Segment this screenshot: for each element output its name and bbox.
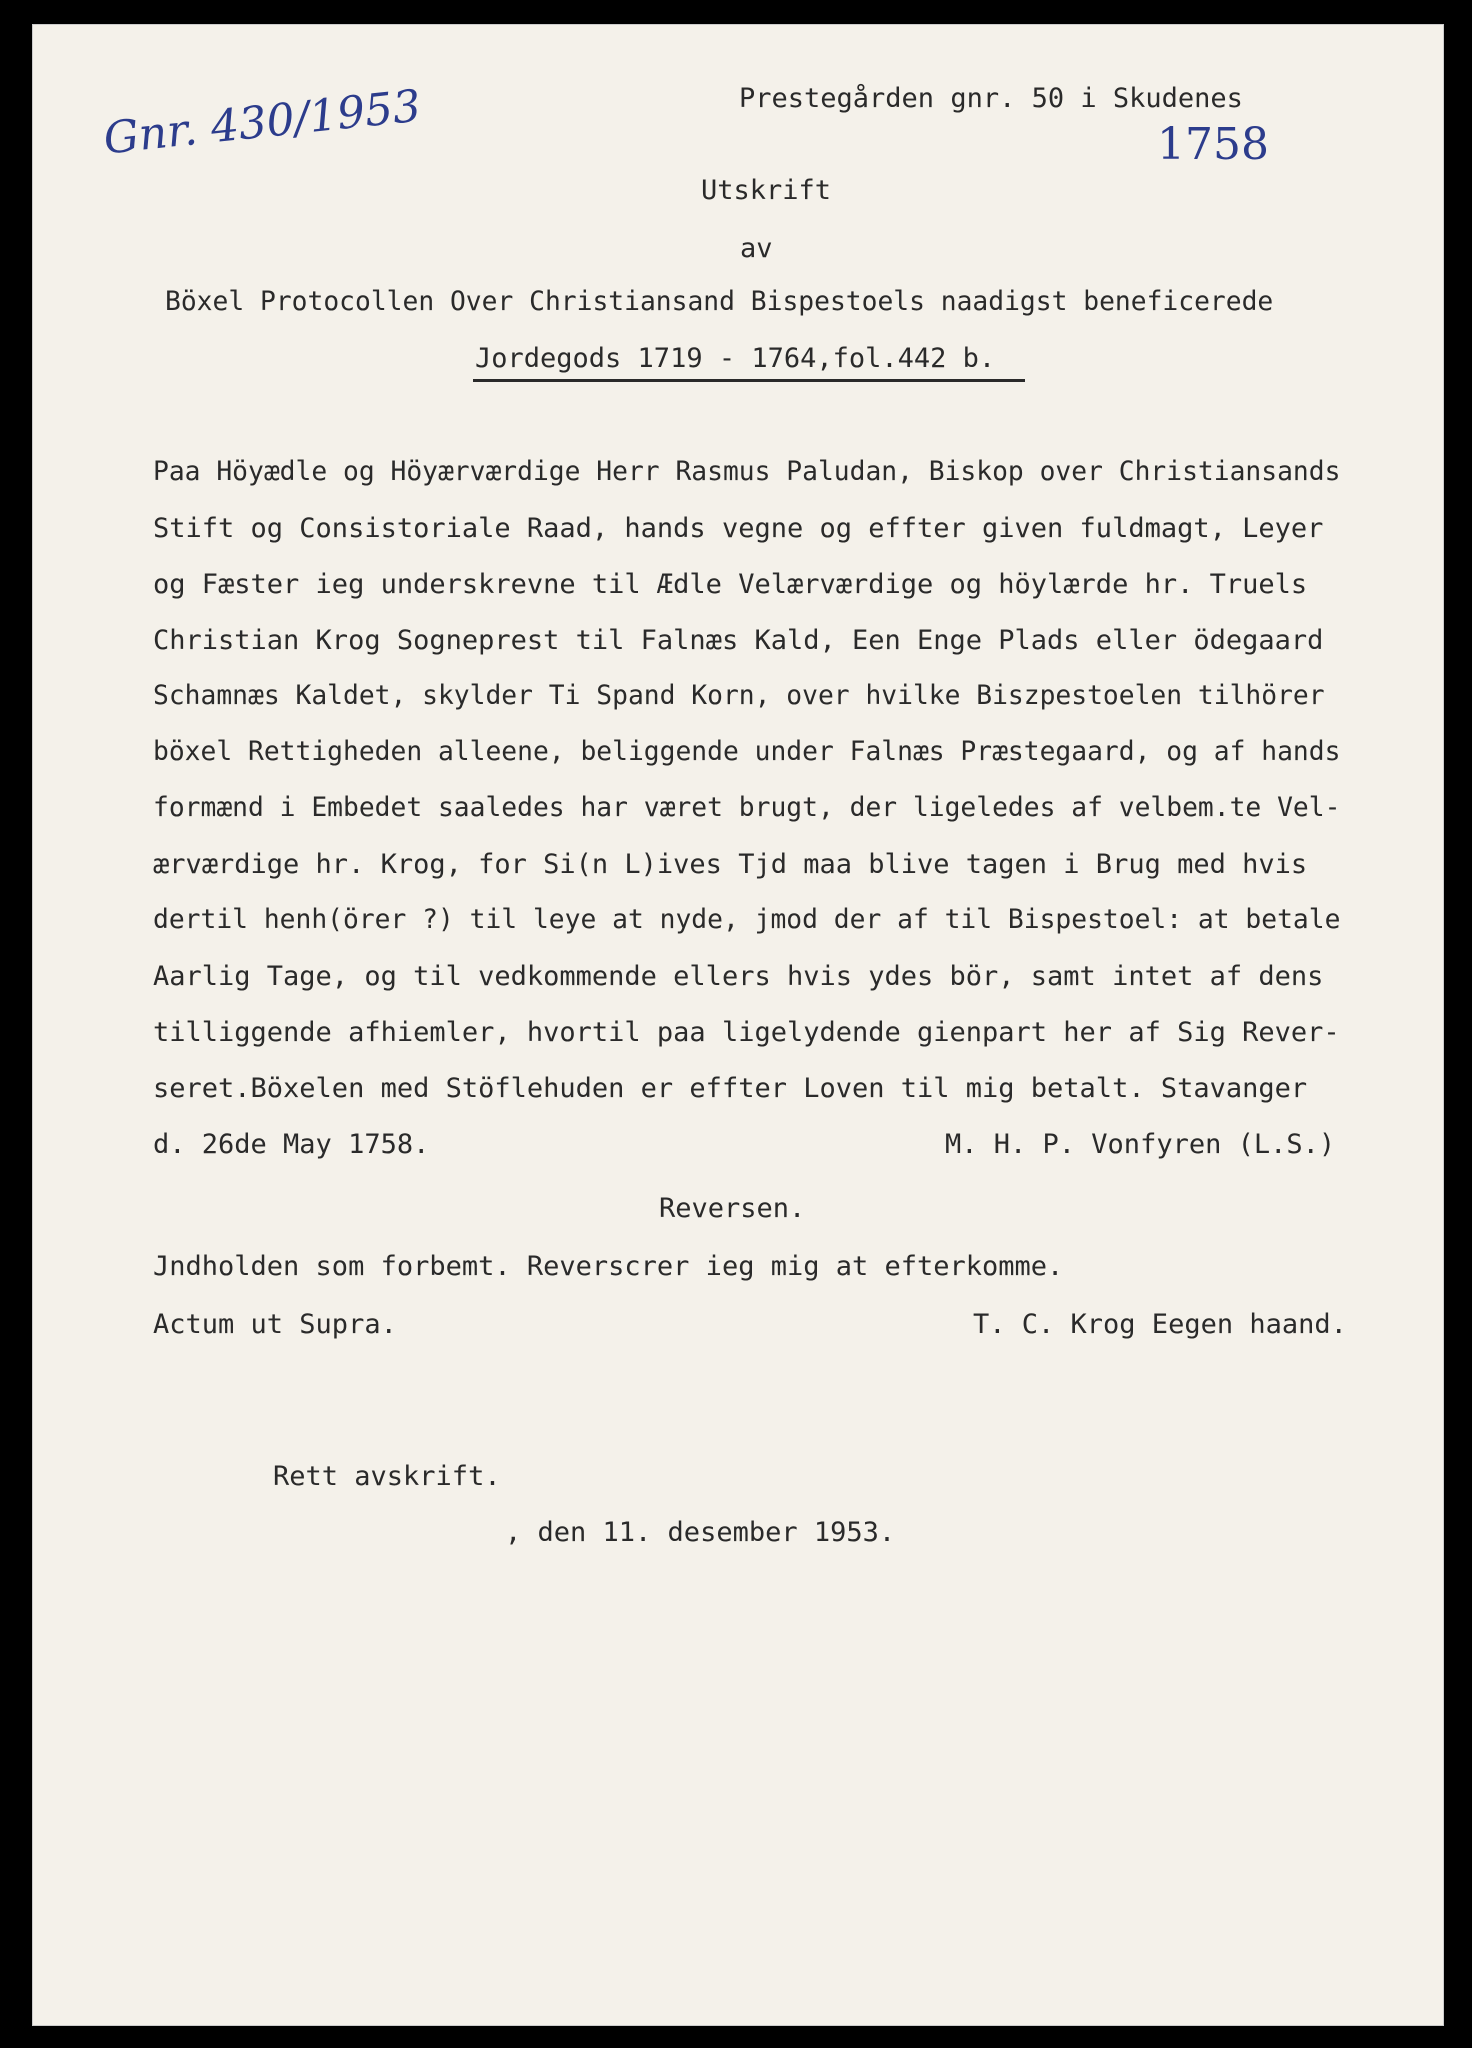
reversal-text: Jndholden som forbemt. Reverscrer ieg mig at efterkomme. [153,1251,1064,1282]
title-av: av [740,233,773,264]
title-protocol: Böxel Protocollen Over Christiansand Bispestoels naadigst beneficerede [165,287,1274,317]
certification-date: , den 11. desember 1953. [505,1517,896,1548]
letter-signature: M. H. P. Vonfyren (L.S.) [945,1129,1336,1160]
body-line: Paa Höyædle og Höyærværdige Herr Rasmus Paludan, Biskop over Christiansands [153,457,1341,487]
reversal-signature: T. C. Krog Eegen haand. [973,1309,1347,1340]
body-line: böxel Rettigheden alleene, beliggende under Falnæs Præstegaard, og af hands [153,737,1341,767]
title-utskrift: Utskrift [701,175,832,206]
body-line: ærværdige hr. Krog, for Si(n L)ives Tjd maa blive tagen i Brug med hvis [153,849,1308,880]
body-line: Stift og Consistoriale Raad, hands vegne og effter given fuldmagt, Leyer [153,513,1324,544]
handwritten-year: 1758 [1157,119,1269,170]
handwritten-reference: Gnr. 430/1953 [101,80,424,165]
body-line: dertil henh(örer ?) til leye at nyde, jmod der af til Bispestoel: at betale [153,905,1341,935]
reversal-heading: Reversen. [659,1193,806,1224]
title-underline [473,379,1025,382]
letter-date: d. 26de May 1758. [153,1129,430,1160]
body-line: Schamnæs Kaldet, skylder Ti Spand Korn, over hvilke Biszpestoelen tilhörer [153,681,1325,711]
document-page [32,24,1444,2026]
body-line: seret.Böxelen med Stöflehuden er effter Loven til mig betalt. Stavanger [153,1073,1308,1104]
title-jordegods: Jordegods 1719 - 1764,fol.442 b. [475,343,996,374]
body-line: og Fæster ieg underskrevne til Ædle Velærværdige og höylærde hr. Truels [153,569,1308,600]
reversal-actum: Actum ut Supra. [153,1309,397,1340]
body-line: Aarlig Tage, og til vedkommende ellers hvis ydes bör, samt intet af dens [153,961,1324,992]
property-heading: Prestegården gnr. 50 i Skudenes [739,83,1243,114]
certification-text: Rett avskrift. [273,1461,501,1492]
body-line: Christian Krog Sogneprest til Falnæs Kald, Een Enge Plads eller ödegaard [153,625,1324,656]
body-line: formænd i Embedet saaledes har været brugt, der ligeledes af velbem.te Vel- [153,793,1341,823]
body-line: tilliggende afhiemler, hvortil paa ligelydende gienpart her af Sig Rever- [153,1017,1340,1048]
